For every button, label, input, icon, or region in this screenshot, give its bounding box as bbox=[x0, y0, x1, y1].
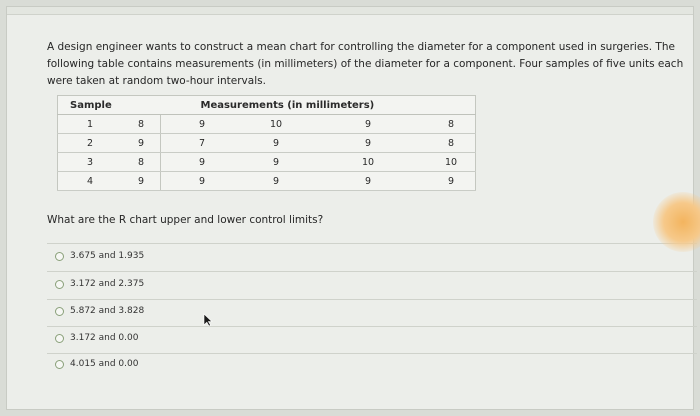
answer-option-2[interactable] bbox=[55, 279, 144, 289]
option-label: 5.872 and 3.828 bbox=[70, 306, 145, 316]
table-row bbox=[58, 115, 476, 134]
table-cell: 9 bbox=[161, 153, 244, 172]
table-cell: 9 bbox=[161, 115, 244, 134]
table-row bbox=[58, 172, 476, 191]
answer-option-4[interactable] bbox=[55, 333, 138, 343]
table-cell: 9 bbox=[309, 134, 427, 153]
table-cell: 7 bbox=[161, 134, 244, 153]
table-cell: 9 bbox=[243, 153, 309, 172]
header-measurements: Measurements (in millimeters) bbox=[161, 96, 476, 115]
table-cell: 10 bbox=[243, 115, 309, 134]
measurements-table bbox=[57, 95, 476, 191]
radio-button[interactable] bbox=[55, 280, 64, 289]
table-cell: 2 bbox=[58, 134, 123, 153]
table-cell: 10 bbox=[427, 153, 476, 172]
option-label: 3.675 and 1.935 bbox=[70, 251, 145, 261]
table-header-row bbox=[58, 96, 476, 115]
table-cell: 8 bbox=[427, 115, 476, 134]
divider bbox=[47, 299, 697, 300]
divider bbox=[47, 271, 697, 272]
radio-button[interactable] bbox=[55, 307, 64, 316]
table-cell: 8 bbox=[427, 134, 476, 153]
table-cell: 8 bbox=[122, 153, 161, 172]
table-cell: 3 bbox=[58, 153, 123, 172]
answer-option-1[interactable] bbox=[55, 251, 144, 261]
option-label: 3.172 and 2.375 bbox=[70, 279, 145, 289]
table-cell: 9 bbox=[309, 172, 427, 191]
question-text: A design engineer wants to construct a mean chart for controlling the diameter for a component used in surgeries. The following table contains measurements (in millimeters) of the diameter for a component. Four samples of five units each were taken at random two-hour intervals. bbox=[47, 41, 684, 87]
table-cell: 1 bbox=[58, 115, 123, 134]
header-sample: Sample bbox=[58, 96, 161, 115]
divider bbox=[47, 326, 697, 327]
table-cell: 4 bbox=[58, 172, 123, 191]
table-cell: 9 bbox=[243, 134, 309, 153]
option-label: 3.172 and 0.00 bbox=[70, 333, 139, 343]
table-cell: 8 bbox=[122, 115, 161, 134]
table-cell: 9 bbox=[309, 115, 427, 134]
radio-button[interactable] bbox=[55, 252, 64, 261]
question-prompt: What are the R chart upper and lower control limits? bbox=[47, 214, 324, 226]
quiz-page bbox=[6, 6, 694, 410]
divider bbox=[47, 353, 697, 354]
table-row bbox=[58, 134, 476, 153]
option-label: 4.015 and 0.00 bbox=[70, 359, 139, 369]
radio-button[interactable] bbox=[55, 360, 64, 369]
answer-option-5[interactable] bbox=[55, 359, 138, 369]
top-strip bbox=[7, 7, 693, 15]
mouse-cursor-icon bbox=[203, 313, 213, 327]
table-cell: 9 bbox=[122, 172, 161, 191]
table-cell: 9 bbox=[243, 172, 309, 191]
table-row bbox=[58, 153, 476, 172]
table-cell: 9 bbox=[122, 134, 161, 153]
radio-button[interactable] bbox=[55, 334, 64, 343]
divider bbox=[47, 243, 697, 244]
table-cell: 9 bbox=[427, 172, 476, 191]
answer-option-3[interactable] bbox=[55, 306, 144, 316]
table-cell: 9 bbox=[161, 172, 244, 191]
table-cell: 10 bbox=[309, 153, 427, 172]
